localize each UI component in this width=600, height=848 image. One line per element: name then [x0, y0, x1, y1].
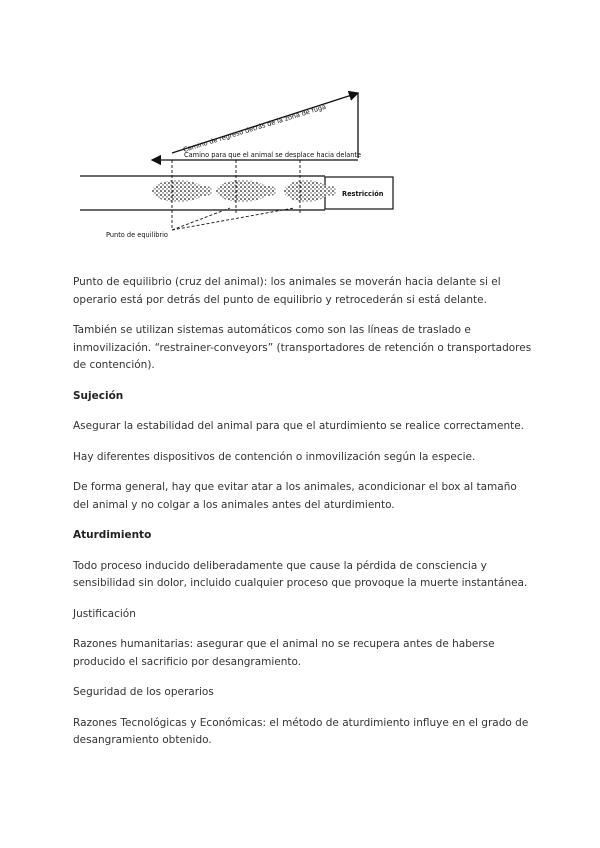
heading-aturdimiento: Aturdimiento [73, 529, 152, 541]
animal-1 [152, 180, 212, 202]
paragraph-technological: Razones Tecnológicas y Económicas: el método de aturdimiento influye en el grado de desangramiento obtenido. [73, 716, 529, 746]
return-path-label: Camino de regreso detrás de la zona de fuga [182, 102, 327, 154]
balance-pointer-3 [172, 208, 294, 230]
paragraph-operator-safety: Seguridad de los operarios [73, 686, 214, 698]
paragraph-general: De forma general, hay que evitar atar a los animales, acondicionar el box al tamaño del animal y no colgar a los animales antes del aturdimiento. [73, 481, 517, 511]
animal-flow-diagram [80, 78, 400, 248]
document-body [73, 274, 533, 763]
heading-sujecion: Sujeción [73, 389, 124, 402]
paragraph-humanitarian: Razones humanitarias: asegurar que el animal no se recupera antes de haberse producido el sacrificio por desangramiento. [73, 638, 495, 668]
paragraph-devices: Hay diferentes dispositivos de contención o inmovilización según la especie. [73, 450, 476, 463]
balance-pointer-2 [172, 208, 230, 230]
paragraph-justificacion: Justificación [73, 607, 136, 620]
restriction-label: Restricción [342, 190, 384, 198]
paragraph-automatic-systems: También se utilizan sistemas automáticos como son las líneas de traslado e inmovilización. “restrainer-conveyors” (transportadores de retención o transportadores de contención). [73, 324, 532, 371]
forward-path-label: Camino para que el animal se desplace hacia delante [184, 151, 362, 159]
animal-2 [216, 180, 276, 202]
paragraph-balance-point: Punto de equilibrio (cruz del animal): los animales se moverán hacia delante si el operario está por detrás del punto de equilibrio y retrocederán si está delante. [73, 276, 501, 306]
balance-point-label: Punto de equilibrio [106, 231, 168, 239]
paragraph-definition: Todo proceso inducido deliberadamente que cause la pérdida de consciencia y sensibilidad sin dolor, incluido cualquier proceso que provoque la muerte instantánea. [73, 559, 528, 589]
diagram-svg [80, 78, 400, 248]
paragraph-stability: Asegurar la estabilidad del animal para que el aturdimiento se realice correctamente. [73, 420, 525, 432]
